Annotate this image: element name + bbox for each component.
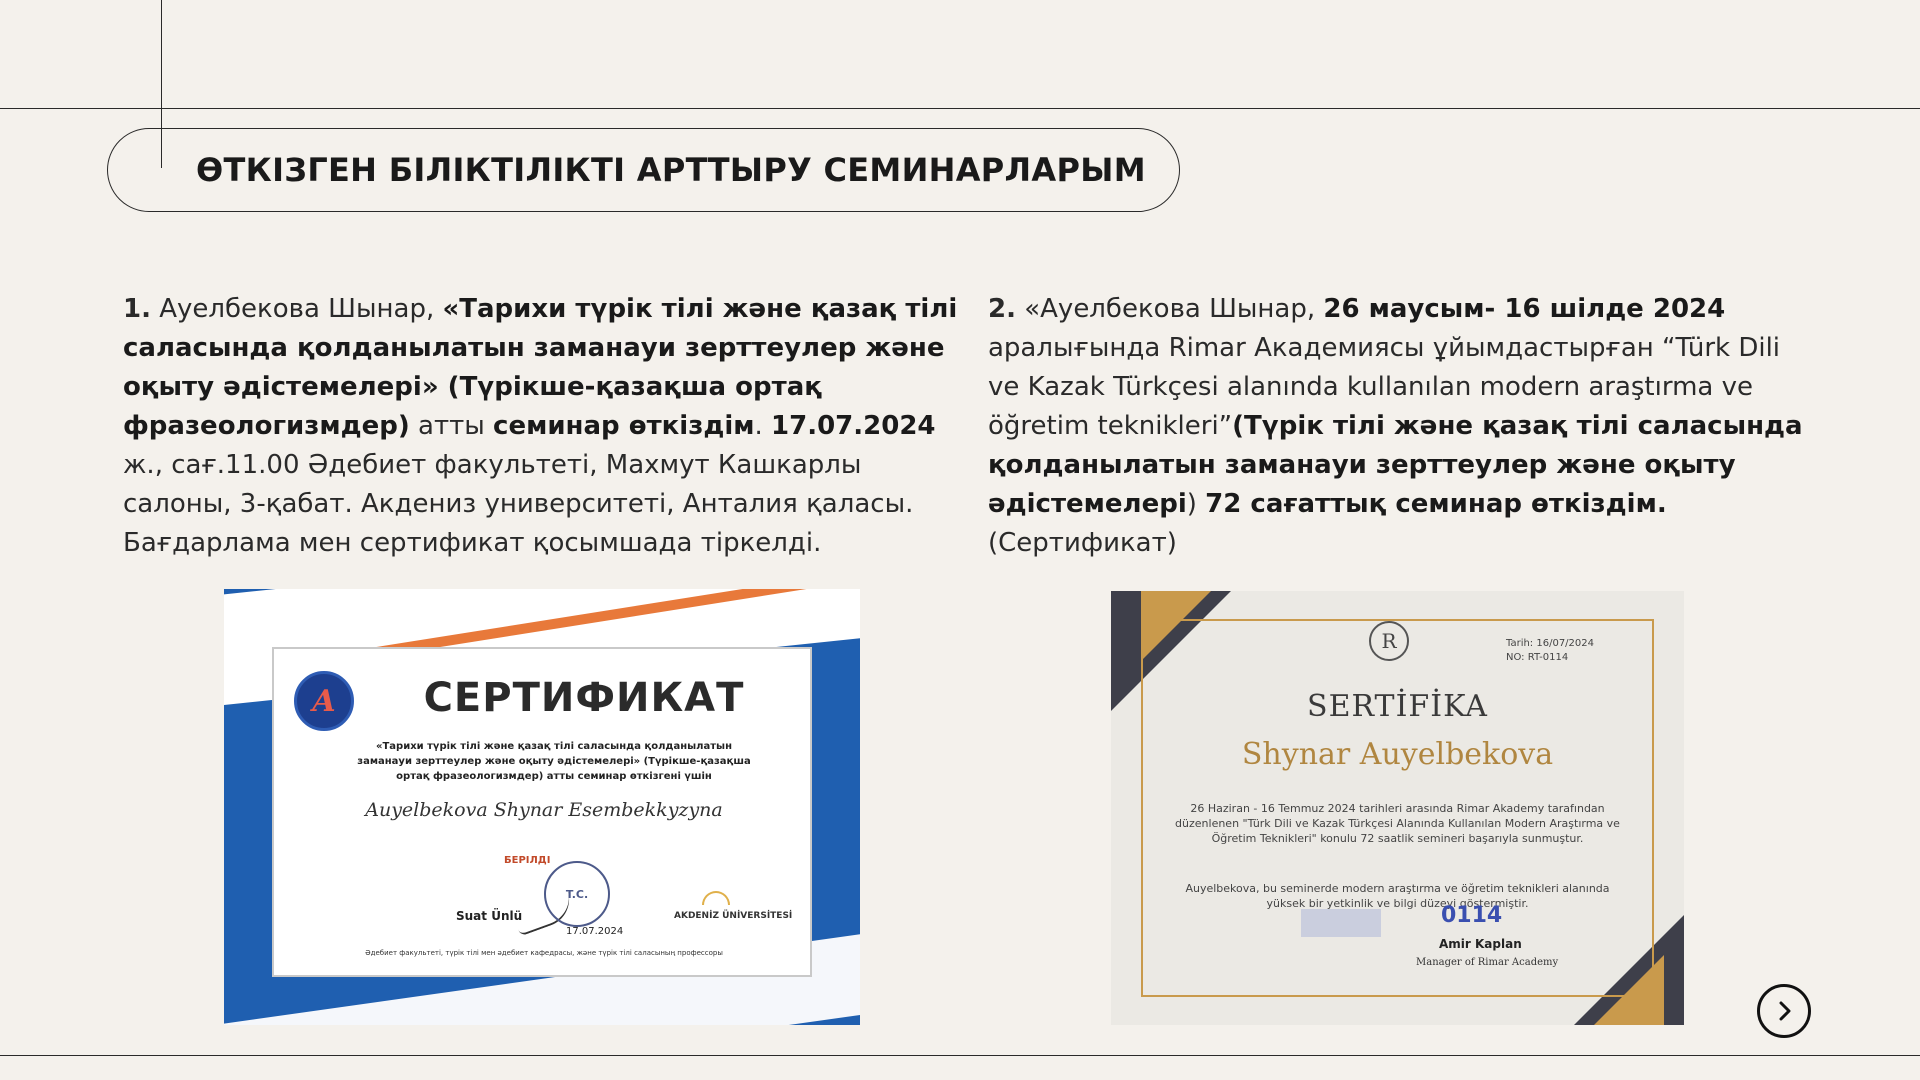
item-bold-text: 72 сағаттық семинар өткіздім.: [1205, 489, 1667, 519]
page-title: ӨТКІЗГЕН БІЛІКТІЛІКТІ АРТТЫРУ СЕМИНАРЛАРЫМ: [196, 151, 1146, 189]
certificate-number: NO: RT-0114: [1506, 652, 1569, 663]
title-pill: [107, 128, 1180, 212]
item-text: «Ауелбекова Шынар,: [1015, 294, 1324, 324]
certificate-title: SERTİFİKA: [1307, 689, 1488, 724]
signer-role: Manager of Rimar Academy: [1416, 957, 1559, 968]
item-date-range: 26 маусым- 16 шілде 2024: [1323, 294, 1726, 324]
seminar-item-1: [123, 290, 958, 563]
next-slide-button[interactable]: [1757, 984, 1811, 1038]
item-text: .: [754, 411, 772, 441]
item-text: атты: [409, 411, 494, 441]
item-number: 2.: [988, 294, 1016, 324]
item-text: (Сертификат): [988, 528, 1177, 558]
top-divider: [0, 108, 1920, 109]
item-text: ): [1186, 489, 1206, 519]
certificate-signer: Amir Kaplan: [1439, 937, 1522, 951]
university-name: AKDENİZ ÜNİVERSİTESİ: [674, 911, 793, 921]
certificate-image-2: [1111, 591, 1684, 1025]
certificate-recipient: Shynar Auyelbekova: [1241, 737, 1554, 772]
certificate-body: 26 Haziran - 16 Temmuz 2024 tarihleri arasında Rimar Akademy tarafından düzenlenen "Türk Dili ve Kazak Türkçesi Alanında Kullanılan Modern Araştırma ve Öğretim Teknikleri" konulu 72 saatlik semineri başarıyla sunmuştur.: [1175, 802, 1620, 845]
item-date: 17.07.2024: [771, 411, 936, 441]
certificate-title: СЕРТИФИКАТ: [423, 675, 745, 721]
seal-stamp-icon: T.C.: [544, 861, 610, 927]
certificate-paper: [272, 647, 812, 977]
item-bold-text: (Түрік тілі және қазақ тілі саласында қолданылатын заманауи зерттеулер және оқыту әдістемелері: [988, 411, 1803, 519]
certificate-signer: Suat Ünlü: [456, 909, 523, 923]
item-text: ж., сағ.11.00 Әдебиет факультеті, Махмут Кашкарлы салоны, 3-қабат. Акдениз университеті, Анталия қаласы. Бағдарлама мен сертификат қосымшада тіркелді.: [123, 450, 914, 558]
certificate-image-1: [224, 589, 860, 1025]
certificate-recipient: Auyelbekova Shynar Esembekkyzyna: [365, 799, 723, 821]
item-bold-text: «Тарихи түрік тілі және қазақ тілі саласында қолданылатын заманауи зерттеулер және оқыту әдістемелері» (Түрікше-қазақша ортақ фразеологизмдер): [123, 294, 958, 441]
item-number: 1.: [123, 294, 151, 324]
bottom-divider: [0, 1055, 1920, 1056]
seminar-item-2: [988, 290, 1808, 563]
certificate-body: «Тарихи түрік тілі және қазақ тілі саласында қолданылатын заманауи зерттеулер және оқыту әдістемелері» (Түрікше-қазақша ортақ фразеологизмдер) атты семинар өткізгені үшін: [357, 741, 751, 782]
certificate-footer: Әдебиет факультеті, түрік тілі мен әдебиет кафедрасы, және түрік тілі саласының профессоры: [365, 949, 723, 957]
item-text: Ауелбекова Шынар,: [150, 294, 443, 324]
blue-stamp: [1301, 909, 1381, 937]
stamp-number: 0114: [1441, 903, 1503, 928]
item-text: аралығында Rimar Академиясы ұйымдастырған “Türk Dili ve Kazak Türkçesi alanında kullanılan modern araştırma ve öğretim teknikleri”: [988, 333, 1781, 441]
certificate-date: Tarih: 16/07/2024: [1506, 638, 1594, 649]
certificate-date: 17.07.2024: [566, 926, 624, 937]
item-bold-text: семинар өткіздім: [493, 411, 755, 441]
sun-logo-icon: [702, 891, 730, 905]
university-logo-icon: A: [294, 671, 354, 731]
rimar-logo-icon: R: [1369, 621, 1409, 661]
chevron-right-icon: [1772, 999, 1796, 1023]
certificate-body-2: Auyelbekova, bu seminerde modern araştırma ve öğretim teknikleri alanında yüksek bir yetkinlik ve bilgi düzeyi göstermiştir.: [1185, 882, 1610, 910]
certificate-given-label: БЕРІЛДІ: [504, 855, 551, 866]
certificate-meta: [1506, 637, 1594, 665]
